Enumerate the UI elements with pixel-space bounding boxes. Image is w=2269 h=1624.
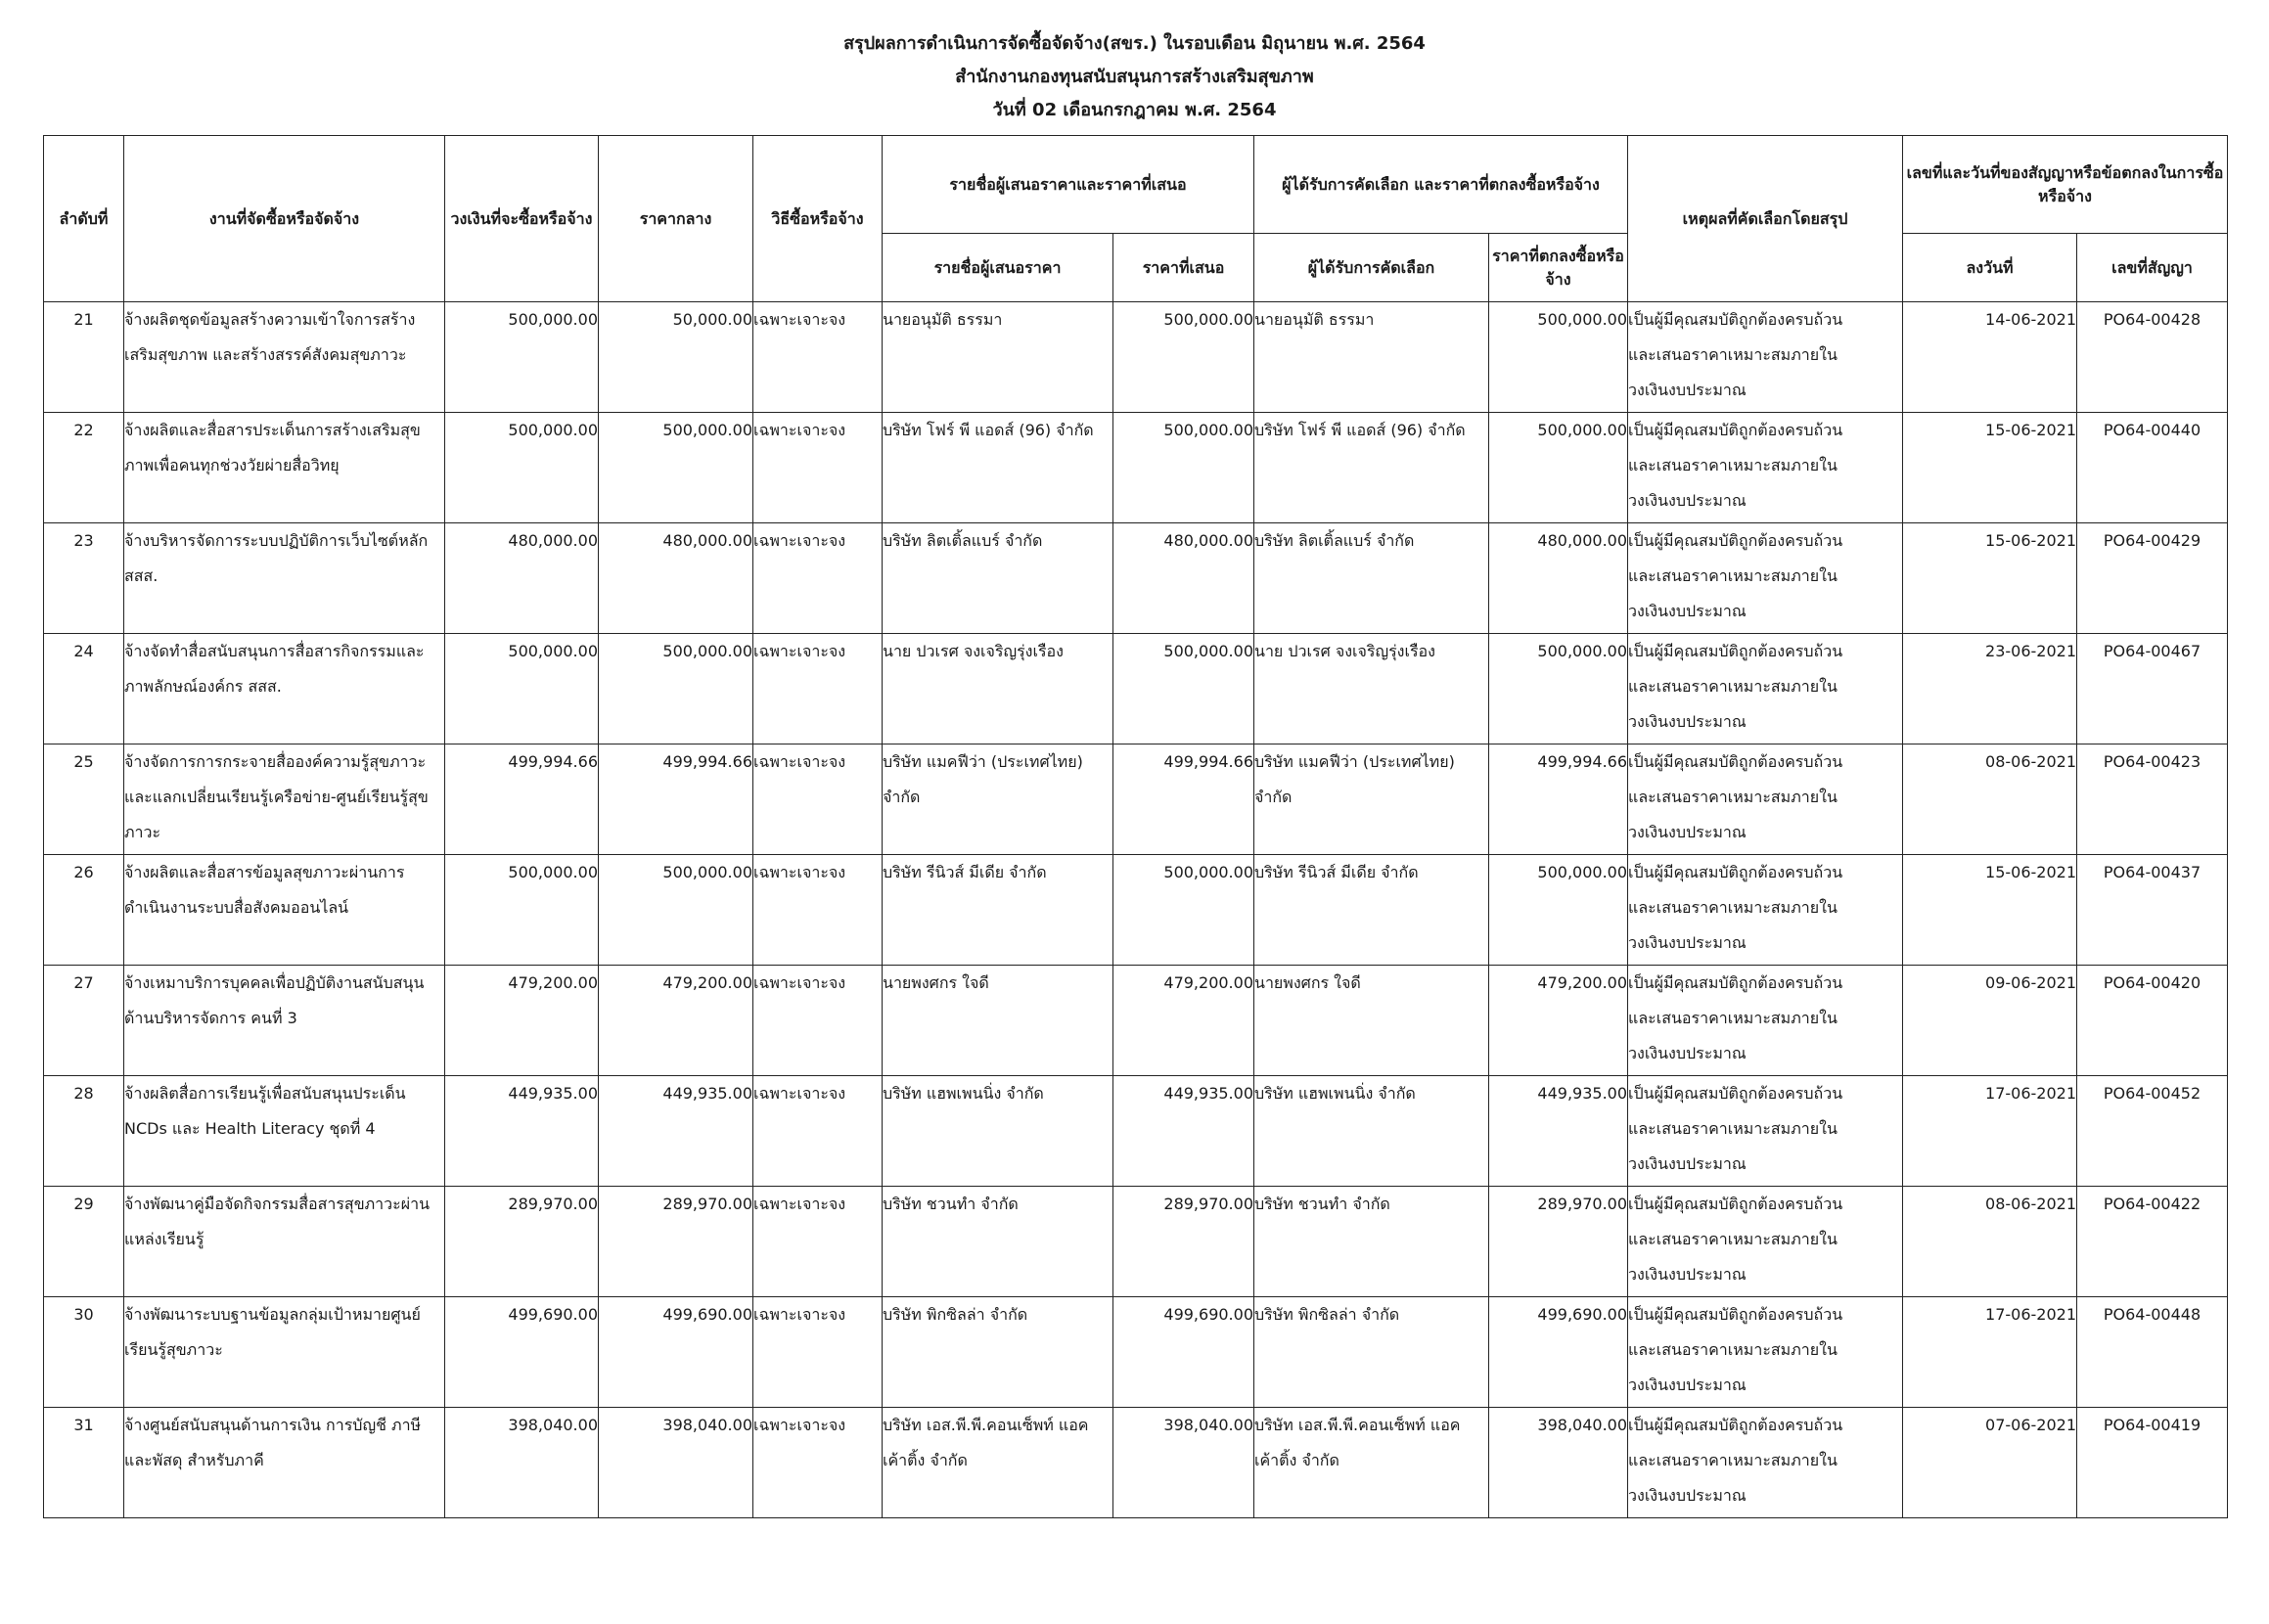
document-title: สรุปผลการดำเนินการจัดซื้อจัดจ้าง(สขร.) ในรอบเดือน มิถุนายน พ.ศ. 2564 [843, 33, 1426, 54]
row-date: 09-06-2021 [1903, 966, 2077, 1076]
row-date: 23-06-2021 [1903, 634, 2077, 744]
row-contract-no: PO64-00423 [2077, 744, 2228, 855]
row-reason-line: วงเงินงบประมาณ [1628, 1486, 1747, 1505]
row-reason [1628, 1187, 1903, 1297]
row-budget: 500,000.00 [445, 634, 599, 744]
row-reason-line: เป็นผู้มีคุณสมบัติถูกต้องครบถ้วน [1628, 642, 1843, 660]
document-header [0, 27, 2269, 127]
row-reason [1628, 413, 1903, 523]
row-method: เฉพาะเจาะจง [753, 966, 883, 1076]
header-budget: วงเงินที่จะซื้อหรือจ้าง [445, 136, 599, 302]
row-date: 15-06-2021 [1903, 413, 2077, 523]
row-reason-line: และเสนอราคาเหมาะสมภายใน [1628, 345, 1838, 364]
row-reason-line: เป็นผู้มีคุณสมบัติถูกต้องครบถ้วน [1628, 1195, 1843, 1213]
row-reason [1628, 855, 1903, 966]
header-winner-name: ผู้ได้รับการคัดเลือก [1254, 234, 1489, 302]
row-winner-name: บริษัท พิกซิลล่า จำกัด [1254, 1297, 1489, 1408]
table-row [44, 634, 2228, 744]
row-task: จ้างจัดทำสื่อสนับสนุนการสื่อสารกิจกรรมและภาพลักษณ์องค์กร สสส. [124, 634, 445, 744]
row-task: จ้างผลิตและสื่อสารข้อมูลสุขภาวะผ่านการดำเนินงานระบบสื่อสังคมออนไลน์ [124, 855, 445, 966]
row-number: 23 [44, 523, 124, 634]
row-bidder-name: บริษัท ชวนทำ จำกัด [883, 1187, 1113, 1297]
row-number: 22 [44, 413, 124, 523]
row-agreed-price: 289,970.00 [1489, 1187, 1628, 1297]
row-winner-name: บริษัท ลิตเติ้ลแบร์ จำกัด [1254, 523, 1489, 634]
header-winner-group: ผู้ได้รับการคัดเลือก และราคาที่ตกลงซื้อหรือจ้าง [1254, 136, 1628, 234]
row-bid-price: 289,970.00 [1113, 1187, 1254, 1297]
header-date: ลงวันที่ [1903, 234, 2077, 302]
table-header [44, 136, 2228, 302]
document-date: วันที่ 02 เดือนกรกฎาคม พ.ศ. 2564 [992, 100, 1277, 120]
row-agreed-price: 499,690.00 [1489, 1297, 1628, 1408]
row-reason-line: วงเงินงบประมาณ [1628, 491, 1747, 510]
row-date: 15-06-2021 [1903, 523, 2077, 634]
row-reason-line: เป็นผู้มีคุณสมบัติถูกต้องครบถ้วน [1628, 973, 1843, 992]
row-budget: 500,000.00 [445, 302, 599, 413]
row-contract-no: PO64-00448 [2077, 1297, 2228, 1408]
row-date: 17-06-2021 [1903, 1297, 2077, 1408]
row-task: จ้างบริหารจัดการระบบปฏิบัติการเว็บไซต์หลัก สสส. [124, 523, 445, 634]
row-reason-line: เป็นผู้มีคุณสมบัติถูกต้องครบถ้วน [1628, 1084, 1843, 1103]
row-reason-line: วงเงินงบประมาณ [1628, 1044, 1747, 1062]
row-median-price: 398,040.00 [599, 1408, 753, 1518]
row-reason-line: และเสนอราคาเหมาะสมภายใน [1628, 1009, 1838, 1027]
row-reason-line: วงเงินงบประมาณ [1628, 1265, 1747, 1284]
table-row [44, 1076, 2228, 1187]
row-agreed-price: 479,200.00 [1489, 966, 1628, 1076]
row-method: เฉพาะเจาะจง [753, 523, 883, 634]
table-row [44, 855, 2228, 966]
row-agreed-price: 500,000.00 [1489, 634, 1628, 744]
row-bidder-name: นายพงศกร ใจดี [883, 966, 1113, 1076]
row-median-price: 289,970.00 [599, 1187, 753, 1297]
row-median-price: 479,200.00 [599, 966, 753, 1076]
row-date: 07-06-2021 [1903, 1408, 2077, 1518]
row-task: จ้างพัฒนาคู่มือจัดกิจกรรมสื่อสารสุขภาวะผ่านแหล่งเรียนรู้ [124, 1187, 445, 1297]
table-row [44, 413, 2228, 523]
row-bid-price: 499,994.66 [1113, 744, 1254, 855]
table-row [44, 966, 2228, 1076]
row-task: จ้างศูนย์สนับสนุนด้านการเงิน การบัญชี ภาษี และพัสดุ สำหรับภาคี [124, 1408, 445, 1518]
row-contract-no: PO64-00429 [2077, 523, 2228, 634]
row-reason-line: วงเงินงบประมาณ [1628, 1154, 1747, 1173]
row-reason-line: และเสนอราคาเหมาะสมภายใน [1628, 1230, 1838, 1248]
header-task: งานที่จัดซื้อหรือจัดจ้าง [124, 136, 445, 302]
row-method: เฉพาะเจาะจง [753, 413, 883, 523]
row-task: จ้างพัฒนาระบบฐานข้อมูลกลุ่มเป้าหมายศูนย์เรียนรู้สุขภาวะ [124, 1297, 445, 1408]
header-contract-group: เลขที่และวันที่ของสัญญาหรือข้อตกลงในการซื้อหรือจ้าง [1903, 136, 2228, 234]
row-date: 08-06-2021 [1903, 1187, 2077, 1297]
table-body [44, 302, 2228, 1518]
row-winner-name: บริษัท ชวนทำ จำกัด [1254, 1187, 1489, 1297]
row-date: 15-06-2021 [1903, 855, 2077, 966]
row-winner-name: บริษัท รีนิวส์ มีเดีย จำกัด [1254, 855, 1489, 966]
row-reason-line: เป็นผู้มีคุณสมบัติถูกต้องครบถ้วน [1628, 863, 1843, 881]
row-bid-price: 499,690.00 [1113, 1297, 1254, 1408]
row-number: 30 [44, 1297, 124, 1408]
row-reason-line: วงเงินงบประมาณ [1628, 381, 1747, 399]
row-date: 17-06-2021 [1903, 1076, 2077, 1187]
row-contract-no: PO64-00420 [2077, 966, 2228, 1076]
row-bid-price: 480,000.00 [1113, 523, 1254, 634]
row-budget: 499,994.66 [445, 744, 599, 855]
row-agreed-price: 398,040.00 [1489, 1408, 1628, 1518]
row-number: 24 [44, 634, 124, 744]
row-number: 26 [44, 855, 124, 966]
table-row [44, 744, 2228, 855]
row-reason [1628, 302, 1903, 413]
row-task: จ้างจัดการการกระจายสื่อองค์ความรู้สุขภาวะและแลกเปลี่ยนเรียนรู้เครือข่าย-ศูนย์เรียนรู้สุขภาวะ [124, 744, 445, 855]
row-agreed-price: 480,000.00 [1489, 523, 1628, 634]
row-agreed-price: 500,000.00 [1489, 302, 1628, 413]
row-reason-line: และเสนอราคาเหมาะสมภายใน [1628, 898, 1838, 917]
row-reason [1628, 1408, 1903, 1518]
row-median-price: 500,000.00 [599, 855, 753, 966]
row-method: เฉพาะเจาะจง [753, 302, 883, 413]
row-agreed-price: 499,994.66 [1489, 744, 1628, 855]
row-reason-line: วงเงินงบประมาณ [1628, 1376, 1747, 1394]
row-budget: 289,970.00 [445, 1187, 599, 1297]
row-method: เฉพาะเจาะจง [753, 1408, 883, 1518]
row-reason-line: และเสนอราคาเหมาะสมภายใน [1628, 788, 1838, 806]
row-method: เฉพาะเจาะจง [753, 744, 883, 855]
row-reason-line: วงเงินงบประมาณ [1628, 823, 1747, 841]
row-reason-line: เป็นผู้มีคุณสมบัติถูกต้องครบถ้วน [1628, 1305, 1843, 1324]
row-bidder-name: บริษัท เอส.พี.พี.คอนเซ็พท์ แอค เค้าติ้ง จำกัด [883, 1408, 1113, 1518]
row-contract-no: PO64-00422 [2077, 1187, 2228, 1297]
row-bidder-name: บริษัท รีนิวส์ มีเดีย จำกัด [883, 855, 1113, 966]
row-reason [1628, 634, 1903, 744]
row-reason [1628, 744, 1903, 855]
table-row [44, 1297, 2228, 1408]
row-method: เฉพาะเจาะจง [753, 855, 883, 966]
row-winner-name: บริษัท แมคฟีว่า (ประเทศไทย) จำกัด [1254, 744, 1489, 855]
row-bid-price: 500,000.00 [1113, 855, 1254, 966]
row-reason-line: วงเงินงบประมาณ [1628, 933, 1747, 952]
row-winner-name: บริษัท เอส.พี.พี.คอนเซ็พท์ แอค เค้าติ้ง จำกัด [1254, 1408, 1489, 1518]
row-task: จ้างเหมาบริการบุคคลเพื่อปฏิบัติงานสนับสนุนด้านบริหารจัดการ คนที่ 3 [124, 966, 445, 1076]
header-method: วิธีซื้อหรือจ้าง [753, 136, 883, 302]
row-winner-name: บริษัท โฟร์ พี แอดส์ (96) จำกัด [1254, 413, 1489, 523]
row-reason-line: เป็นผู้มีคุณสมบัติถูกต้องครบถ้วน [1628, 752, 1843, 771]
row-median-price: 500,000.00 [599, 413, 753, 523]
row-bid-price: 449,935.00 [1113, 1076, 1254, 1187]
row-reason-line: เป็นผู้มีคุณสมบัติถูกต้องครบถ้วน [1628, 421, 1843, 439]
row-reason [1628, 966, 1903, 1076]
row-bidder-name: นายอนุมัติ ธรรมา [883, 302, 1113, 413]
row-reason-line: เป็นผู้มีคุณสมบัติถูกต้องครบถ้วน [1628, 1416, 1843, 1434]
row-reason [1628, 1297, 1903, 1408]
row-budget: 398,040.00 [445, 1408, 599, 1518]
header-bidders-group: รายชื่อผู้เสนอราคาและราคาที่เสนอ [883, 136, 1254, 234]
row-budget: 449,935.00 [445, 1076, 599, 1187]
row-reason-line: และเสนอราคาเหมาะสมภายใน [1628, 456, 1838, 474]
row-winner-name: บริษัท แฮพเพนนิ่ง จำกัด [1254, 1076, 1489, 1187]
row-budget: 500,000.00 [445, 855, 599, 966]
row-number: 21 [44, 302, 124, 413]
header-median-price: ราคากลาง [599, 136, 753, 302]
row-contract-no: PO64-00437 [2077, 855, 2228, 966]
row-median-price: 449,935.00 [599, 1076, 753, 1187]
table-row [44, 1187, 2228, 1297]
row-contract-no: PO64-00467 [2077, 634, 2228, 744]
row-bid-price: 479,200.00 [1113, 966, 1254, 1076]
row-method: เฉพาะเจาะจง [753, 1297, 883, 1408]
table-row [44, 1408, 2228, 1518]
row-contract-no: PO64-00419 [2077, 1408, 2228, 1518]
row-date: 14-06-2021 [1903, 302, 2077, 413]
document-organization: สำนักงานกองทุนสนับสนุนการสร้างเสริมสุขภาพ [955, 67, 1314, 87]
row-reason-line: วงเงินงบประมาณ [1628, 712, 1747, 731]
row-reason-line: วงเงินงบประมาณ [1628, 602, 1747, 620]
row-reason [1628, 1076, 1903, 1187]
header-no: ลำดับที่ [44, 136, 124, 302]
row-budget: 499,690.00 [445, 1297, 599, 1408]
header-bid-price: ราคาที่เสนอ [1113, 234, 1254, 302]
row-reason-line: เป็นผู้มีคุณสมบัติถูกต้องครบถ้วน [1628, 531, 1843, 550]
row-number: 28 [44, 1076, 124, 1187]
row-number: 27 [44, 966, 124, 1076]
row-reason-line: และเสนอราคาเหมาะสมภายใน [1628, 566, 1838, 585]
row-median-price: 499,690.00 [599, 1297, 753, 1408]
row-reason-line: และเสนอราคาเหมาะสมภายใน [1628, 1340, 1838, 1359]
row-number: 31 [44, 1408, 124, 1518]
procurement-table [43, 135, 2228, 1518]
row-median-price: 500,000.00 [599, 634, 753, 744]
row-reason-line: และเสนอราคาเหมาะสมภายใน [1628, 1451, 1838, 1469]
row-task: จ้างผลิตสื่อการเรียนรู้เพื่อสนับสนุนประเด็น NCDs และ Health Literacy ชุดที่ 4 [124, 1076, 445, 1187]
row-winner-name: นายพงศกร ใจดี [1254, 966, 1489, 1076]
row-bidder-name: บริษัท ลิตเติ้ลแบร์ จำกัด [883, 523, 1113, 634]
header-contract-no: เลขที่สัญญา [2077, 234, 2228, 302]
row-date: 08-06-2021 [1903, 744, 2077, 855]
row-bid-price: 500,000.00 [1113, 413, 1254, 523]
row-budget: 500,000.00 [445, 413, 599, 523]
header-reason: เหตุผลที่คัดเลือกโดยสรุป [1628, 136, 1903, 302]
row-budget: 479,200.00 [445, 966, 599, 1076]
row-winner-name: นายอนุมัติ ธรรมา [1254, 302, 1489, 413]
row-agreed-price: 500,000.00 [1489, 413, 1628, 523]
row-median-price: 480,000.00 [599, 523, 753, 634]
row-agreed-price: 449,935.00 [1489, 1076, 1628, 1187]
row-reason-line: เป็นผู้มีคุณสมบัติถูกต้องครบถ้วน [1628, 310, 1843, 329]
row-bidder-name: นาย ปวเรศ จงเจริญรุ่งเรือง [883, 634, 1113, 744]
row-method: เฉพาะเจาะจง [753, 634, 883, 744]
row-bid-price: 500,000.00 [1113, 302, 1254, 413]
row-bidder-name: บริษัท แมคฟีว่า (ประเทศไทย) จำกัด [883, 744, 1113, 855]
row-median-price: 499,994.66 [599, 744, 753, 855]
row-winner-name: นาย ปวเรศ จงเจริญรุ่งเรือง [1254, 634, 1489, 744]
row-reason-line: และเสนอราคาเหมาะสมภายใน [1628, 677, 1838, 696]
row-budget: 480,000.00 [445, 523, 599, 634]
row-task: จ้างผลิตและสื่อสารประเด็นการสร้างเสริมสุขภาพเพื่อคนทุกช่วงวัยผ่ายสื่อวิทยุ [124, 413, 445, 523]
row-reason-line: และเสนอราคาเหมาะสมภายใน [1628, 1119, 1838, 1138]
row-bidder-name: บริษัท โฟร์ พี แอดส์ (96) จำกัด [883, 413, 1113, 523]
row-task: จ้างผลิตชุดข้อมูลสร้างความเข้าใจการสร้างเสริมสุขภาพ และสร้างสรรค์สังคมสุขภาวะ [124, 302, 445, 413]
row-contract-no: PO64-00440 [2077, 413, 2228, 523]
row-median-price: 50,000.00 [599, 302, 753, 413]
row-reason [1628, 523, 1903, 634]
row-number: 25 [44, 744, 124, 855]
row-agreed-price: 500,000.00 [1489, 855, 1628, 966]
row-bidder-name: บริษัท พิกซิลล่า จำกัด [883, 1297, 1113, 1408]
row-method: เฉพาะเจาะจง [753, 1187, 883, 1297]
row-bid-price: 500,000.00 [1113, 634, 1254, 744]
header-bidder-name: รายชื่อผู้เสนอราคา [883, 234, 1113, 302]
row-bid-price: 398,040.00 [1113, 1408, 1254, 1518]
table-row [44, 302, 2228, 413]
row-contract-no: PO64-00428 [2077, 302, 2228, 413]
header-agreed-price: ราคาที่ตกลงซื้อหรือจ้าง [1489, 234, 1628, 302]
row-method: เฉพาะเจาะจง [753, 1076, 883, 1187]
row-number: 29 [44, 1187, 124, 1297]
row-contract-no: PO64-00452 [2077, 1076, 2228, 1187]
table-row [44, 523, 2228, 634]
row-bidder-name: บริษัท แฮพเพนนิ่ง จำกัด [883, 1076, 1113, 1187]
